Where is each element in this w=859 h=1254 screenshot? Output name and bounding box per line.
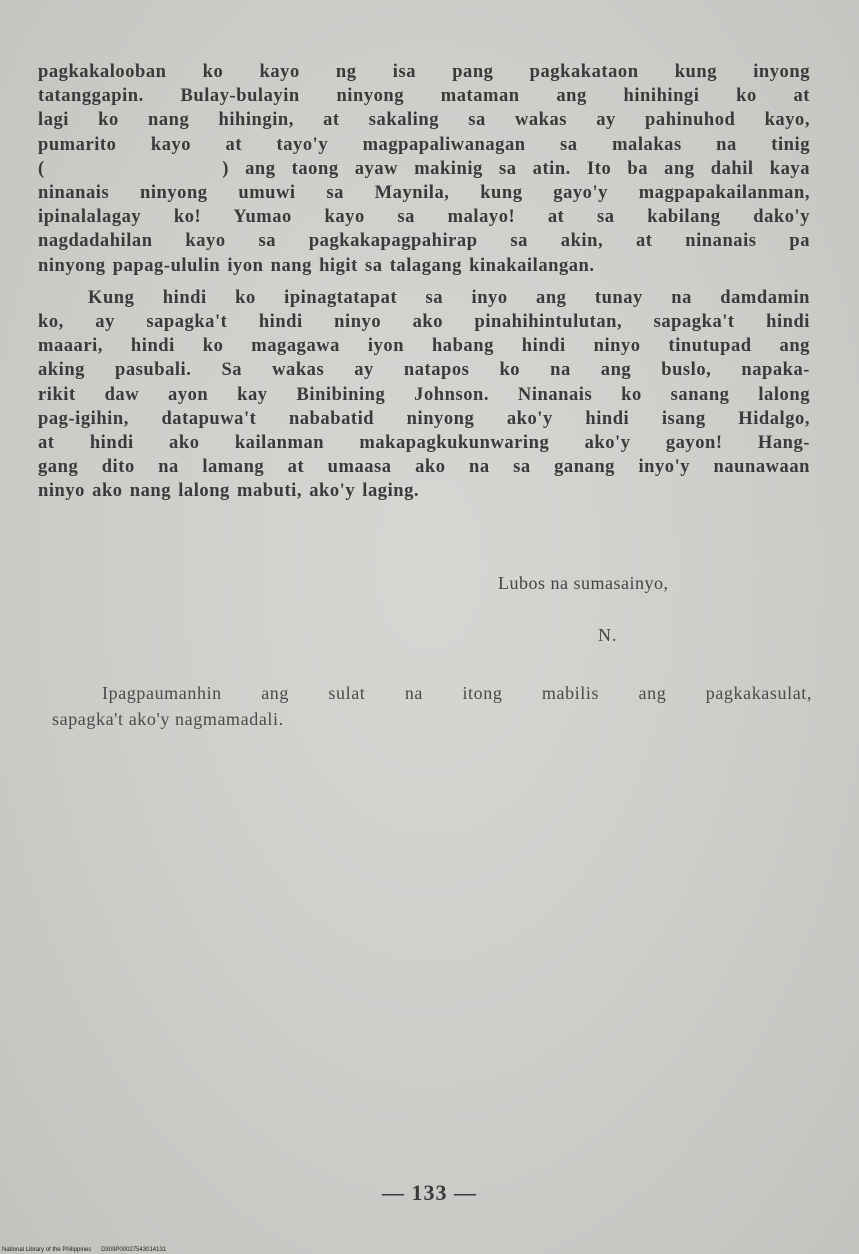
text-line: gang dito na lamang at umaasa ako na sa ganang inyo'y naunawaan	[38, 457, 810, 478]
text-line: Kung hindi ko ipinagtatapat sa inyo ang tunay na damdamin	[88, 287, 810, 308]
page-number: — 133 —	[382, 1180, 477, 1205]
text-line: tatanggapin. Bulay-bulayin ninyong mataman ang hinihingi ko at	[38, 86, 810, 107]
text-line: pag-igihin, datapuwa't nababatid ninyong ako'y hindi isang Hidalgo,	[38, 408, 810, 429]
text-line: ko, ay sapagka't hindi ninyo ako pinahihintulutan, sapagka't hindi	[38, 312, 810, 333]
text-line: Ipagpaumanhin ang sulat na itong mabilis ang pagkakasulat,	[102, 683, 812, 703]
text-line: lagi ko nang hihingin, at sakaling sa wakas ay pahinuhod kayo,	[38, 110, 810, 131]
paragraph-1	[38, 60, 810, 278]
letter-signature: N.	[598, 625, 618, 645]
text-line: ( ) ang taong ayaw makinig sa atin. Ito ba ang dahil kaya	[38, 158, 810, 179]
text-line: at hindi ako kailanman makapagkukunwaring ako'y gayon! Hang-	[38, 433, 810, 454]
text-line: aking pasubali. Sa wakas ay natapos ko na ang buslo, napaka-	[38, 360, 810, 381]
text-line: maaari, hindi ko magagawa iyon habang hindi ninyo tinutupad ang	[38, 336, 810, 357]
text-line: ninyo ako nang lalong mabuti, ako'y laging.	[38, 481, 420, 502]
letter-closing: Lubos na sumasainyo,	[498, 573, 669, 593]
text-line: ipinalalagay ko! Yumao kayo sa malayo! at sa kabilang dako'y	[38, 207, 810, 228]
text-line: pumarito kayo at tayo'y magpapaliwanagan sa malakas na tinig	[38, 134, 810, 155]
text-line: nagdadahilan kayo sa pagkakapagpahirap sa akin, at ninanais pa	[38, 231, 810, 252]
archive-footer	[2, 1247, 174, 1253]
text-line: pagkakalooban ko kayo ng isa pang pagkakataon kung inyong	[38, 62, 810, 82]
postscript	[52, 680, 812, 732]
letter-body	[38, 60, 810, 504]
footer-library: National Library of the Philippines	[2, 1247, 92, 1253]
paragraph-2	[38, 286, 810, 504]
text-line: rikit daw ayon kay Binibining Johnson. Ninanais ko sanang lalong	[38, 384, 810, 405]
text-line: sapagka't ako'y nagmamadali.	[52, 709, 284, 729]
text-line: ninanais ninyong umuwi sa Maynila, kung gayo'y magpapakailanman,	[38, 183, 810, 204]
text-line: ninyong papag-ululin iyon nang higit sa talagang kinakailangan.	[38, 255, 595, 276]
footer-code: D309P00027543014131	[101, 1247, 167, 1253]
